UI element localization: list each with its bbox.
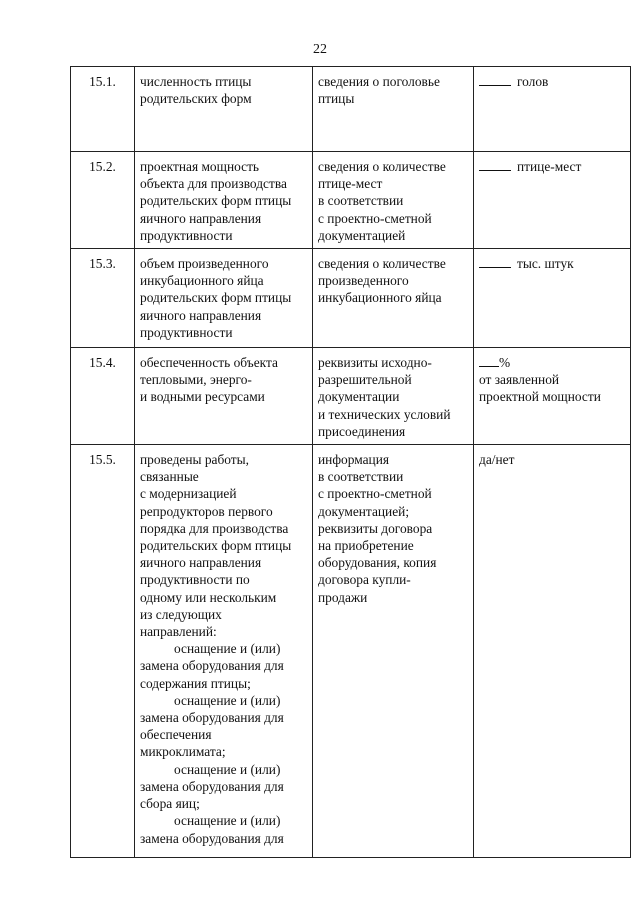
source-line: произведенного xyxy=(318,273,409,289)
table-row-15-5 xyxy=(71,445,631,858)
direction-item-line: замена оборудования для xyxy=(140,778,284,794)
fill-in-blank xyxy=(479,255,511,268)
source-line: с проектно-сметной xyxy=(318,210,432,226)
row-number: 15.2. xyxy=(71,152,135,249)
value-line: проектной мощности xyxy=(479,389,601,405)
direction-item-line: замена оборудования для xyxy=(140,658,284,674)
row-number: 15.4. xyxy=(71,348,135,445)
value-line: от заявленной xyxy=(479,372,560,388)
criteria-table xyxy=(70,66,631,858)
indicator-line: объекта для производства xyxy=(140,176,287,192)
source-line: присоединения xyxy=(318,423,406,439)
indicator-cell xyxy=(135,249,313,348)
fill-in-blank xyxy=(479,354,499,367)
indicator-line: с модернизацией xyxy=(140,486,237,502)
source-line: сведения о поголовье xyxy=(318,74,440,89)
source-line: документации xyxy=(318,389,400,405)
value-cell xyxy=(474,67,631,152)
indicator-cell xyxy=(135,348,313,445)
value-cell xyxy=(474,249,631,348)
value-unit: тыс. штук xyxy=(517,256,574,272)
direction-item-line: содержания птицы; xyxy=(140,675,251,691)
direction-item-line: сбора яиц; xyxy=(140,796,200,812)
table-row-15-1 xyxy=(71,67,631,152)
indicator-line: объем произведенного xyxy=(140,256,269,272)
value-cell xyxy=(474,152,631,249)
value-percent: % xyxy=(499,355,511,371)
source-line: документацией; xyxy=(318,503,410,519)
value-cell xyxy=(474,445,631,858)
indicator-line: яичного направления xyxy=(140,210,262,226)
table-row-15-4 xyxy=(71,348,631,445)
value-unit: голов xyxy=(517,74,549,89)
direction-item-line: замена оборудования для xyxy=(140,710,284,726)
source-line: на приобретение xyxy=(318,538,414,554)
source-line: документацией xyxy=(318,227,406,243)
row-number: 15.1. xyxy=(71,67,135,152)
source-line: разрешительной xyxy=(318,372,412,388)
page-number: 22 xyxy=(313,42,327,57)
source-line: реквизиты исходно- xyxy=(318,355,432,371)
source-line: реквизиты договора xyxy=(318,520,433,536)
indicator-line: направлений: xyxy=(140,624,217,640)
indicator-line: и водными ресурсами xyxy=(140,389,265,405)
source-line: с проектно-сметной xyxy=(318,486,432,502)
indicator-cell xyxy=(135,152,313,249)
indicator-line: родительских форм птицы xyxy=(140,193,292,209)
indicator-line: одному или нескольким xyxy=(140,589,277,605)
source-line: сведения о количестве xyxy=(318,256,446,272)
direction-item-line: оснащение и (или) xyxy=(174,813,281,829)
value-cell xyxy=(474,348,631,445)
row-number: 15.5. xyxy=(71,445,135,858)
source-cell xyxy=(313,348,474,445)
source-line: оборудования, копия xyxy=(318,555,437,571)
direction-item-line: обеспечения xyxy=(140,727,212,743)
indicator-line: родительских форм xyxy=(140,91,252,107)
direction-item-line: оснащение и (или) xyxy=(174,692,281,708)
indicator-line: связанные xyxy=(140,469,199,485)
source-cell xyxy=(313,67,474,152)
indicator-cell xyxy=(135,67,313,152)
table-row-15-3 xyxy=(71,249,631,348)
indicator-line: репродукторов первого xyxy=(140,503,273,519)
direction-item-line: оснащение и (или) xyxy=(174,761,281,777)
indicator-line: тепловыми, энерго- xyxy=(140,372,252,388)
source-line: в соответствии xyxy=(318,469,404,485)
indicator-line: продуктивности xyxy=(140,227,233,243)
indicator-cell xyxy=(135,445,313,858)
source-line: птицы xyxy=(318,91,355,107)
table-row-15-2 xyxy=(71,152,631,249)
source-line: в соответствии xyxy=(318,193,404,209)
indicator-line: из следующих xyxy=(140,606,222,622)
indicator-line: яичного направления xyxy=(140,555,262,571)
source-cell xyxy=(313,249,474,348)
indicator-line: инкубационного яйца xyxy=(140,273,264,289)
source-line: продажи xyxy=(318,589,368,605)
indicator-line: проектная мощность xyxy=(140,159,260,174)
indicator-line: яичного направления xyxy=(140,307,262,323)
direction-item-line: микроклимата; xyxy=(140,744,226,760)
value-yes-no: да/нет xyxy=(479,452,515,468)
indicator-line: проведены работы, xyxy=(140,452,250,468)
indicator-line: порядка для производства xyxy=(140,520,289,536)
fill-in-blank xyxy=(479,73,511,86)
source-line: информация xyxy=(318,452,390,468)
source-cell xyxy=(313,152,474,249)
indicator-line: обеспеченность объекта xyxy=(140,355,278,371)
source-line: и технических условий xyxy=(318,406,451,422)
source-line: сведения о количестве xyxy=(318,159,446,174)
indicator-line: родительских форм птицы xyxy=(140,290,292,306)
indicator-line: продуктивности xyxy=(140,324,233,340)
source-line: птице-мест xyxy=(318,176,383,192)
indicator-line: родительских форм птицы xyxy=(140,538,292,554)
value-unit: птице-мест xyxy=(517,159,582,174)
indicator-line: продуктивности по xyxy=(140,572,250,588)
indicator-line: численность птицы xyxy=(140,74,252,89)
direction-item-line: замена оборудования для xyxy=(140,830,284,846)
fill-in-blank xyxy=(479,158,511,171)
source-line: инкубационного яйца xyxy=(318,290,442,306)
direction-item-line: оснащение и (или) xyxy=(174,641,281,657)
source-cell xyxy=(313,445,474,858)
row-number: 15.3. xyxy=(71,249,135,348)
source-line: договора купли- xyxy=(318,572,411,588)
